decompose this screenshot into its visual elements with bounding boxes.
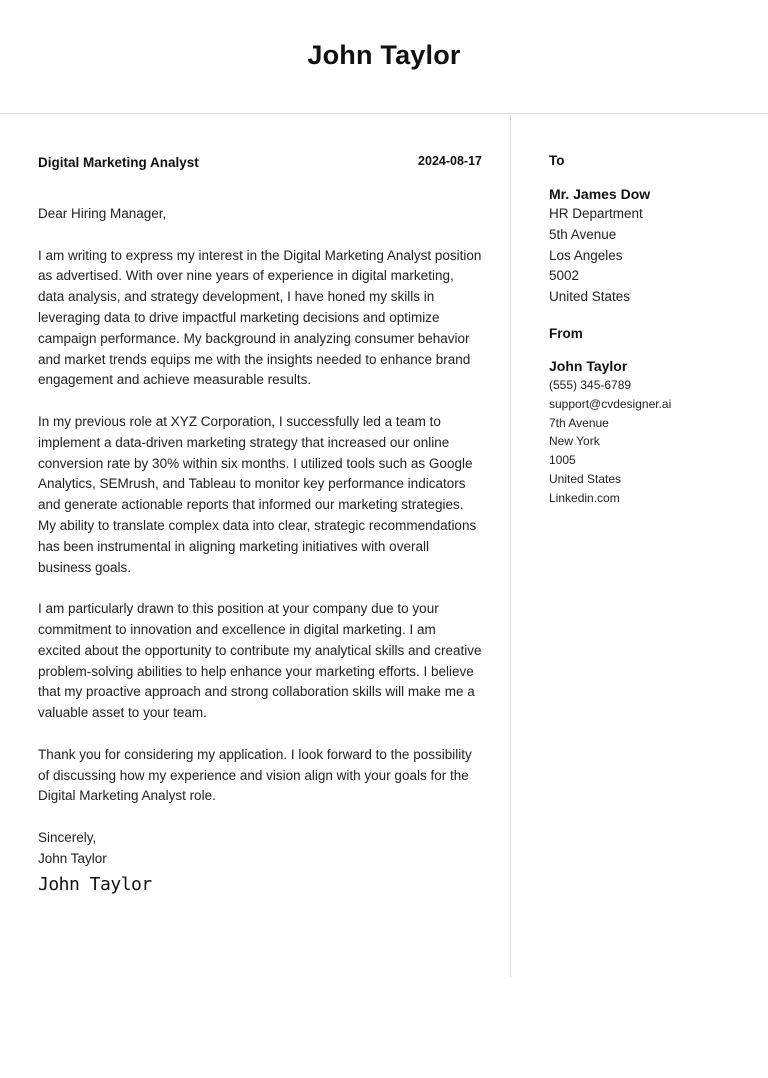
- sender-phone[interactable]: (555) 345-6789: [549, 377, 632, 392]
- sender-postal-code: 1005: [549, 453, 576, 468]
- to-label: To: [549, 153, 565, 168]
- paragraph-1: I am writing to express my interest in the Digital Marketing Analyst position as advertised. With over nine years of experience in digital marketing, data analysis, and strategy development, I have honed my skills in leveraging data to drive impactful marketing decisions and optimize campaign performance. My background in analyzing consumer behavior and market trends equips me with the insights needed to enhance brand engagement and achieve measurable results.: [38, 247, 482, 388]
- paragraph-3: I am particularly drawn to this position at your company due to your commitment to innovation and excellence in digital marketing. I am excited about the opportunity to contribute my analytical skills and creative problem-solving abilities to help enhance your marketing efforts. I believe that my proactive approach and strong collaboration skills will make me a valuable asset to your team.: [38, 601, 482, 721]
- paragraph-2: In my previous role at XYZ Corporation, I successfully led a team to implement a data-driven marketing strategy that increased our online conversion rate by 30% within six months. I utilized tools such as Google Analytics, SEMrush, and Tableau to monitor key performance indicators and generate actionable reports that informed our marketing strategies. My ability to translate complex data into clear, strategic recommendations has been instrumental in aligning marketing initiatives with overall business goals.: [38, 413, 477, 575]
- recipient-department: HR Department: [549, 206, 643, 221]
- signature: John Taylor: [38, 873, 152, 895]
- recipient-country: United States: [549, 289, 631, 305]
- from-label: From: [549, 325, 583, 341]
- letter-body: [38, 153, 482, 895]
- closing-salutation: Sincerely,: [38, 829, 97, 845]
- paragraph-4: Thank you for considering my application. I look forward to the possibility of discussing how my experience and vision align with your goals for the Digital Marketing Analyst role.: [38, 746, 472, 804]
- closing-name: John Taylor: [38, 850, 107, 866]
- sender-email[interactable]: support@cvdesigner.ai: [549, 396, 672, 411]
- recipient-name: Mr. James Dow: [549, 186, 651, 202]
- page-header: [0, 0, 768, 114]
- letter-meta-row: [38, 153, 482, 173]
- address-sidebar: [549, 153, 759, 508]
- recipient-postal-code: 5002: [549, 268, 580, 284]
- column-divider: [510, 115, 511, 977]
- sender-street: 7th Avenue: [549, 415, 609, 430]
- recipient-city: Los Angeles: [549, 247, 623, 263]
- sender-country: United States: [549, 471, 622, 486]
- letter-date: 2024-08-17: [418, 154, 482, 168]
- sender-name: John Taylor: [549, 357, 628, 374]
- job-title: Digital Marketing Analyst: [38, 155, 199, 170]
- recipient-street: 5th Avenue: [549, 226, 617, 242]
- page-title: John Taylor: [307, 40, 461, 70]
- sender-city: New York: [549, 434, 600, 449]
- sender-linkedin[interactable]: Linkedin.com: [549, 490, 620, 505]
- closing-block: [38, 828, 482, 870]
- greeting: Dear Hiring Manager,: [38, 206, 167, 221]
